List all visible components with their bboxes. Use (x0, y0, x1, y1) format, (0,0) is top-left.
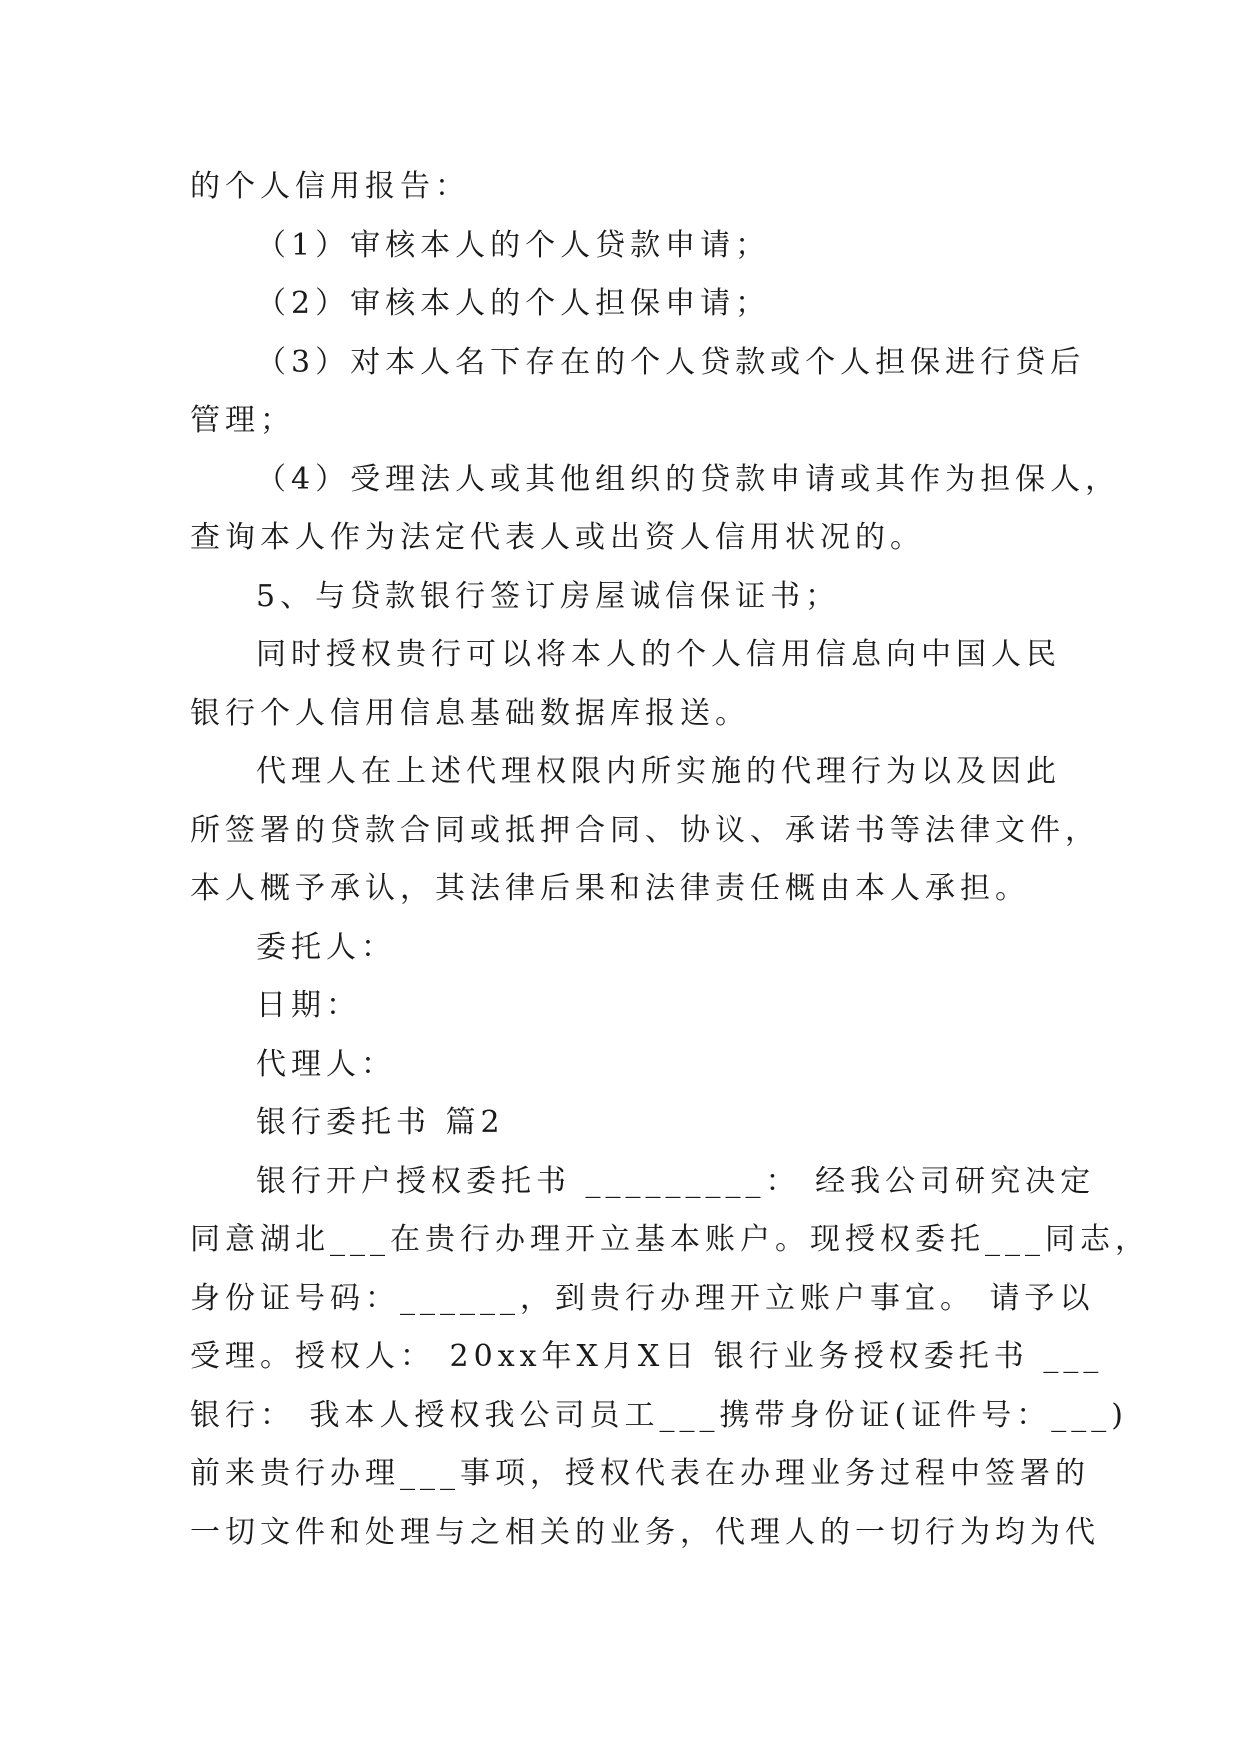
document-body (190, 158, 1150, 1562)
text-line: 5、与贷款银行签订房屋诚信保证书； (256, 578, 841, 614)
text-line: （2）审核本人的个人担保申请； (256, 286, 771, 321)
text-line: 同时授权贵行可以将本人的个人信用信息向中国人民 (256, 637, 1061, 672)
section-heading: 银行委托书 篇2 (256, 1105, 505, 1140)
text-line: 所签署的贷款合同或抵押合同、协议、承诺书等法律文件， (190, 812, 1100, 848)
signature-label-agent: 代理人： (256, 1046, 396, 1082)
text-line: 同意湖北___在贵行办理开立基本账户。现授权委托___同志， (190, 1222, 1150, 1257)
text-line: 身份证号码：______，到贵行办理开立账户事宜。 请予以 (190, 1280, 1095, 1316)
text-line: （3）对本人名下存在的个人贷款或个人担保进行贷后 (256, 344, 1086, 380)
text-line: （1）审核本人的个人贷款申请； (256, 227, 771, 263)
text-line: 的个人信用报告： (190, 169, 470, 204)
text-line: 代理人在上述代理权限内所实施的代理行为以及因此 (256, 754, 1061, 789)
text-line: 查询本人作为法定代表人或出资人信用状况的。 (190, 520, 925, 555)
signature-label-date: 日期： (256, 988, 361, 1023)
text-line: 银行个人信用信息基础数据库报送。 (190, 695, 750, 731)
signature-label-principal: 委托人： (256, 929, 396, 965)
text-line: 受理。授权人： 20xx年X月X日 银行业务授权委托书 ___ (190, 1339, 1104, 1374)
text-line: 银行： 我本人授权我公司员工___携带身份证(证件号：___) (190, 1397, 1128, 1433)
text-line: 一切文件和处理与之相关的业务，代理人的一切行为均为代 (190, 1514, 1100, 1550)
text-line: 管理； (190, 403, 295, 438)
text-line: （4）受理法人或其他组织的贷款申请或其作为担保人， (256, 461, 1121, 497)
text-line: 本人概予承认，其法律后果和法律责任概由本人承担。 (190, 871, 1030, 906)
text-line: 银行开户授权委托书 _________： 经我公司研究决定 (256, 1163, 1096, 1199)
text-line: 前来贵行办理___事项，授权代表在办理业务过程中签署的 (190, 1456, 1090, 1491)
